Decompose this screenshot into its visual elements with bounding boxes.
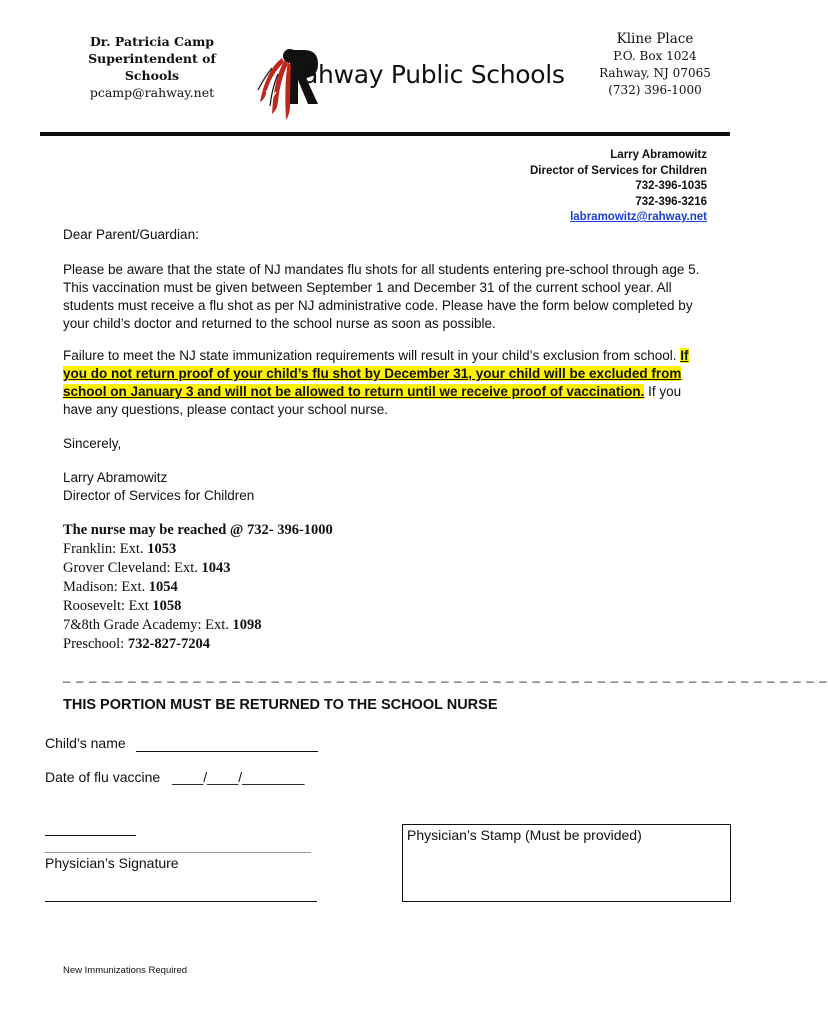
flu-date-blank[interactable]: ____/____/________	[172, 769, 305, 785]
child-name-blank[interactable]	[136, 735, 318, 752]
nurse-phone-title: The nurse may be reached @ 732- 396-1000	[63, 522, 333, 538]
signer-title: Director of Services for Children	[63, 488, 255, 503]
superintendent-name: Dr. Patricia Camp	[89, 34, 215, 49]
extra-signature-line[interactable]	[45, 901, 317, 902]
physician-stamp-label: Physician’s Stamp (Must be provided)	[407, 827, 642, 843]
return-portion-title: THIS PORTION MUST BE RETURNED TO THE SCHOOL NURSE	[63, 697, 498, 713]
flu-date-label: Date of flu vaccine	[45, 769, 161, 785]
address-line3: Rahway, NJ 07065	[599, 66, 711, 80]
cut-line: _ _ _ _ _ _ _ _ _ _ _ _ _ _ _ _ _ _ _ _ _ _ _ _ _ _ _ _ _ _ _ _ _ _ _ _ _ _ _ _ _ _ _ _ _ _ _ _ _ _ _ _ _ _ _ _ _ _ _	[63, 668, 828, 683]
superintendent-email: pcamp@rahway.net	[89, 85, 215, 100]
salutation: Dear Parent/Guardian:	[63, 227, 199, 242]
superintendent-block	[62, 33, 242, 101]
deadline-highlight: If you do not return proof of your child’s flu shot by December 31, your child will be excluded from school on January 3 and will not be allowed to return until we receive proof of vaccination.	[63, 348, 689, 399]
signer-name: Larry Abramowitz	[63, 470, 168, 485]
director-name: Larry Abramowitz	[610, 149, 707, 161]
child-name-field[interactable]	[45, 735, 318, 752]
address-line1: Kline Place	[616, 31, 694, 47]
header-divider	[40, 132, 730, 136]
nurse-contacts	[63, 521, 333, 654]
exclusion-warning: Failure to meet the NJ state immunization requirements will result in your child’s exclusion from school.	[63, 348, 677, 363]
director-phone1: 732-396-1035	[635, 180, 707, 192]
director-title: Director of Services for Children	[529, 164, 707, 177]
address-phone: (732) 396-1000	[608, 83, 702, 97]
flu-date-field[interactable]	[45, 769, 304, 785]
school-ext-row: 7&8th Grade Academy: Ext. 1098	[63, 617, 262, 633]
child-name-label: Child’s name	[45, 735, 126, 751]
school-ext-row: Roosevelt: Ext 1058	[63, 598, 182, 614]
director-block	[450, 148, 707, 226]
director-email-link[interactable]: labramowitz@rahway.net	[570, 211, 707, 223]
school-ext-row: Grover Cleveland: Ext. 1043	[63, 560, 231, 576]
superintendent-title: Superintendent of Schools	[88, 51, 216, 83]
letter-paragraph-2	[63, 347, 709, 419]
address-line2: P.O. Box 1024	[613, 49, 697, 63]
signature-label: Physician’s Signature	[45, 855, 179, 871]
address-block	[585, 31, 725, 99]
letter-paragraph-1: Please be aware that the state of NJ mandates flu shots for all students entering pre-school through age 5. This vaccination must be given between September 1 and December 31 of the current school year. All students must receive a flu shot as per NJ administrative code. Please have the form below completed by your child’s doctor and returned to the school nurse as soon as possible.	[63, 262, 700, 331]
school-ext-row: Franklin: Ext. 1053	[63, 541, 177, 557]
school-ext-row: Madison: Ext. 1054	[63, 579, 178, 595]
school-ext-row: Preschool: 732-827-7204	[63, 636, 211, 652]
director-phone2: 732-396-3216	[635, 195, 707, 208]
contact-nurse-note: If you have any questions, please contact your school nurse.	[63, 384, 682, 417]
signature-date-line[interactable]	[45, 835, 136, 836]
closing: Sincerely,	[63, 436, 122, 451]
signature-line[interactable]	[45, 852, 311, 853]
footer-note: New Immunizations Required	[63, 965, 188, 976]
district-name: ahway Public Schools	[303, 60, 565, 89]
physician-stamp-box[interactable]	[402, 824, 731, 902]
